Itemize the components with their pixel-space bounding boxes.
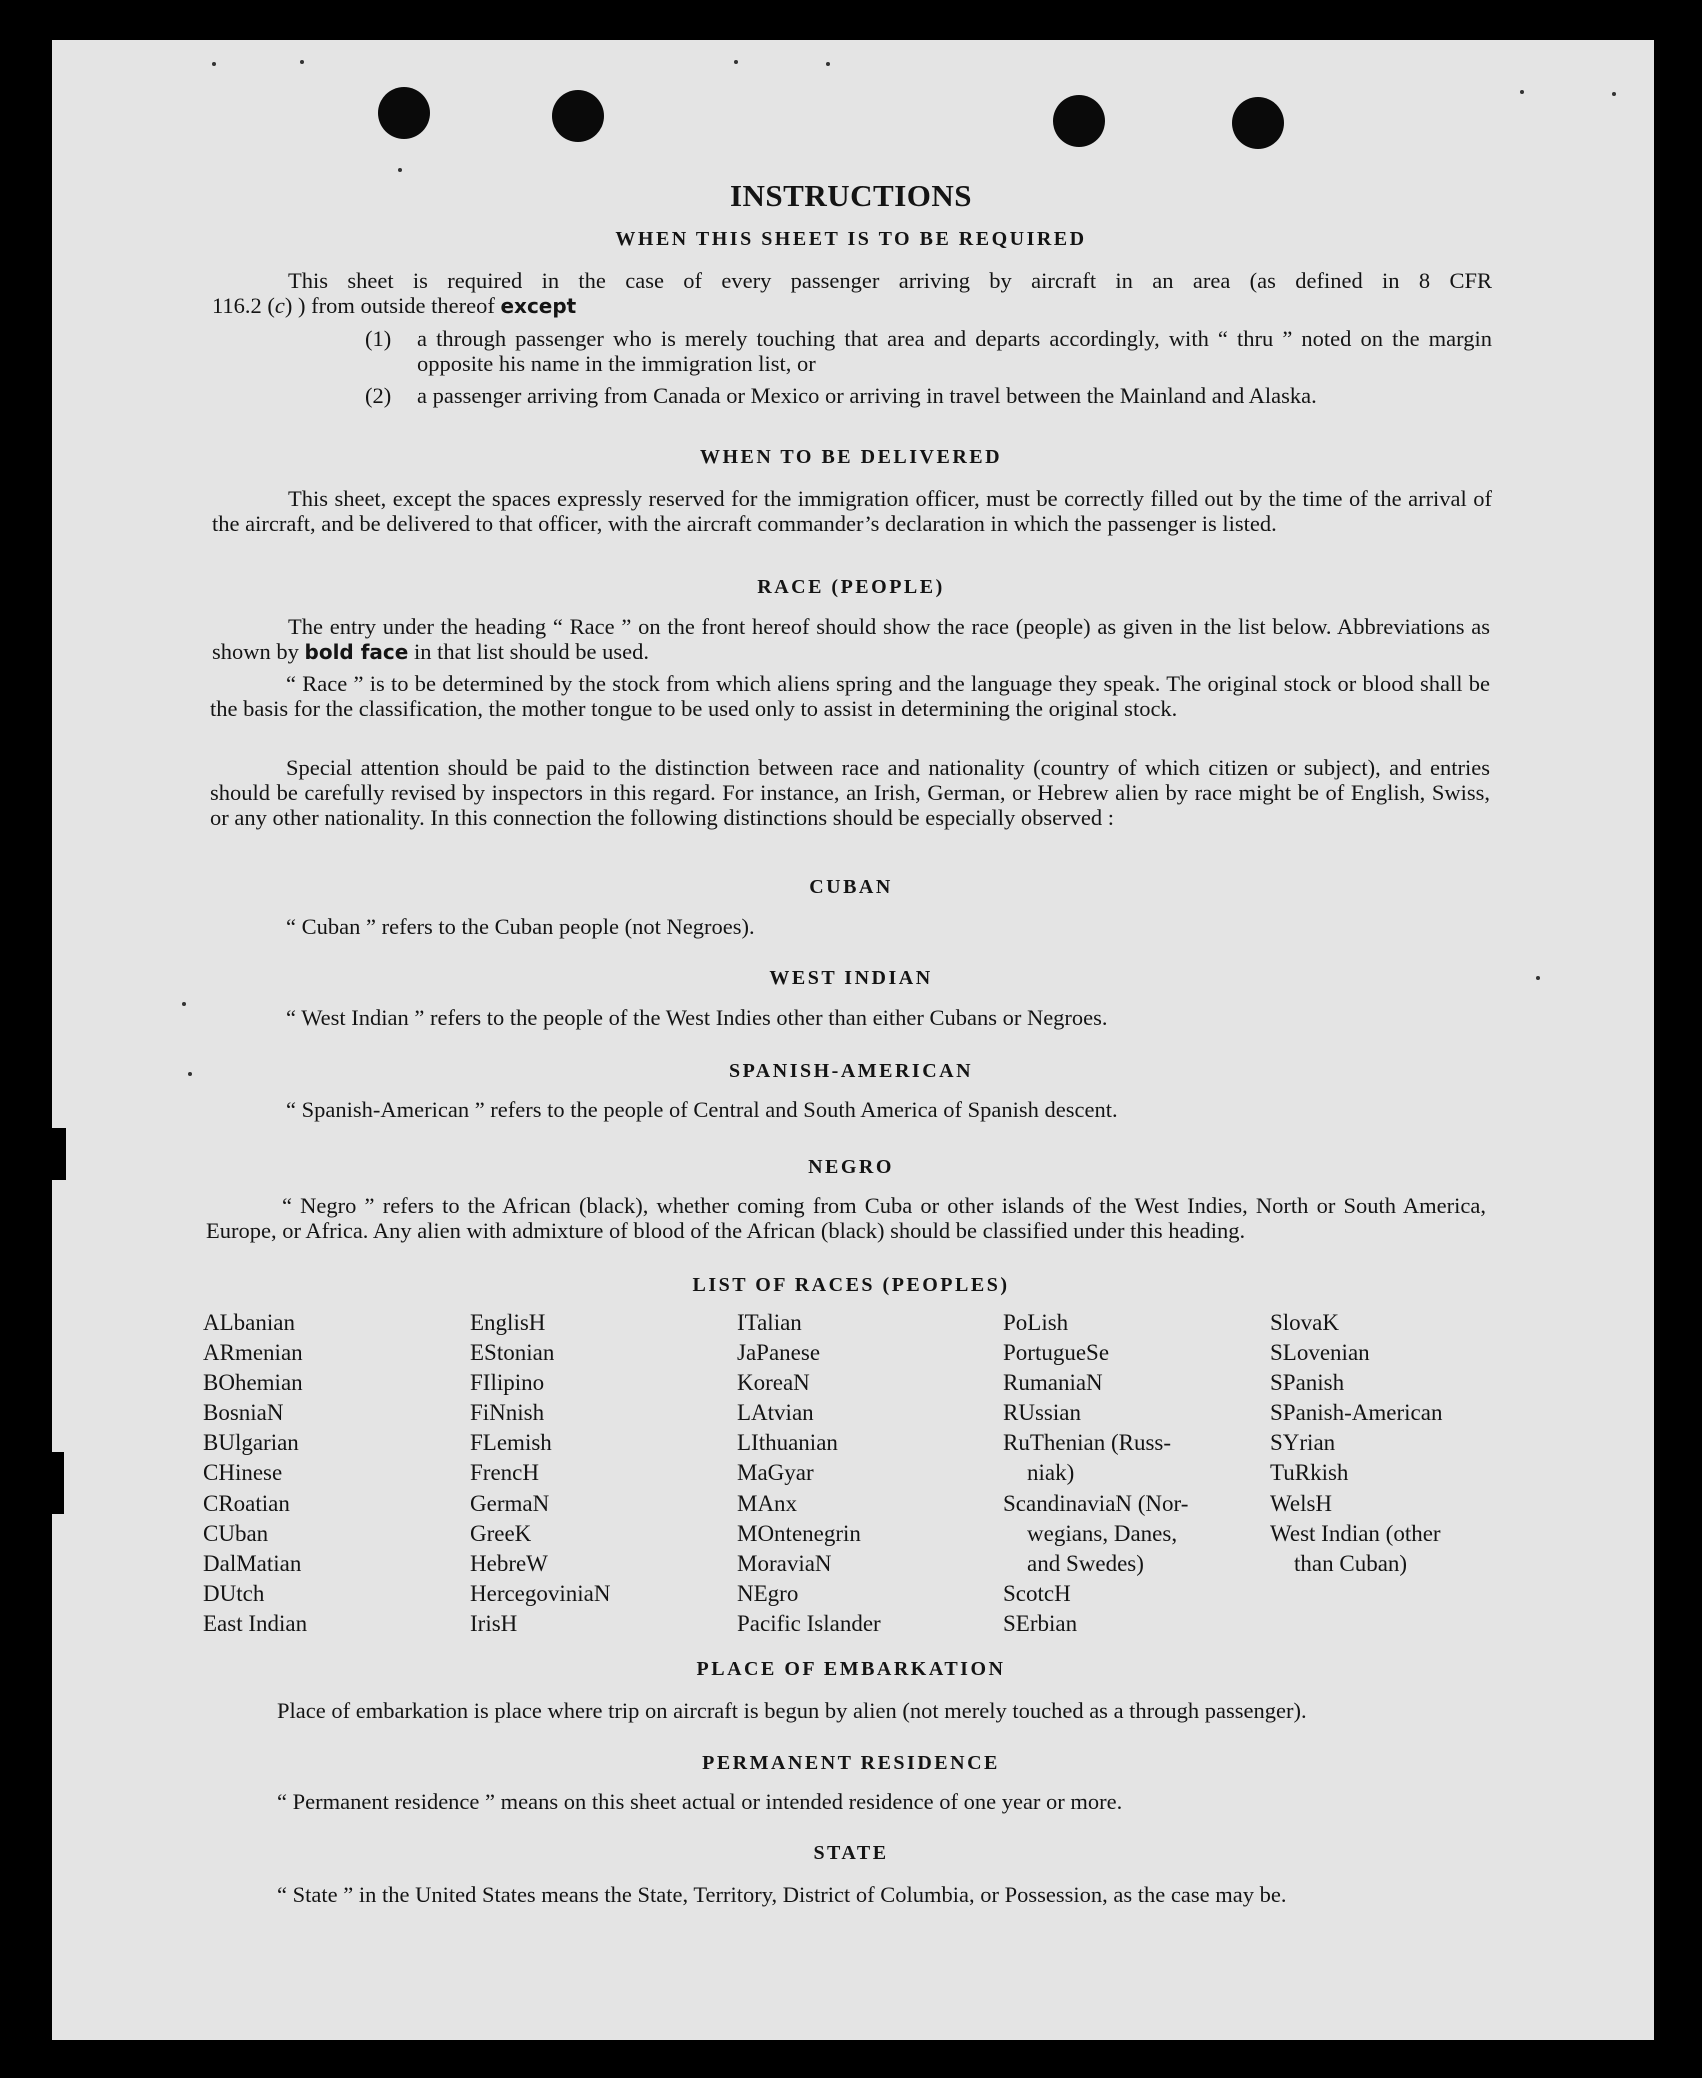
race-entry: HercegoviniaN xyxy=(470,1580,611,1606)
race-entry: MOntenegrin xyxy=(737,1520,861,1546)
punch-hole xyxy=(1232,97,1284,149)
paragraph-state xyxy=(201,1879,1484,1911)
race-entry: RuThenian (Russ- xyxy=(1003,1430,1172,1456)
paragraph-permanent-residence xyxy=(201,1789,1484,1814)
embarkation-text: Place of embarkation is place where trip on aircraft is begun by alien (not merely touched as a through passenger). xyxy=(277,1698,1307,1723)
race-entry: WelsH xyxy=(1270,1490,1333,1516)
race-entry: ALbanian xyxy=(203,1310,295,1335)
race-entry: EnglisH xyxy=(470,1310,546,1335)
race-entry: RUssian xyxy=(1003,1400,1081,1426)
race-entry: RumaniaN xyxy=(1003,1370,1103,1396)
speck-mark xyxy=(1612,92,1616,96)
exception-item-1 xyxy=(365,326,1492,378)
race-entry: ARmenian xyxy=(203,1340,303,1366)
paragraph-spanish-american xyxy=(210,1097,1490,1122)
speck-mark xyxy=(300,60,304,64)
race-entry: GermaN xyxy=(470,1490,550,1516)
race-entry: MoraviaN xyxy=(737,1550,832,1576)
speck-mark xyxy=(212,62,216,66)
race-entry: West Indian (other xyxy=(1270,1520,1441,1546)
race-entry: BUlgarian xyxy=(203,1430,299,1456)
race-entry: IrisH xyxy=(470,1610,518,1636)
race-entry: SPanish xyxy=(1270,1370,1345,1396)
paragraph-when-required xyxy=(212,268,1492,319)
bold-face-text: bold face xyxy=(304,640,409,664)
west-indian-text: “ West Indian ” refers to the people of the West Indies other than either Cubans or Negroes. xyxy=(286,1005,1108,1030)
residence-text: “ Permanent residence ” means on this sheet actual or intended residence of one year or more. xyxy=(277,1789,1123,1814)
race-entry: wegians, Danes, xyxy=(1027,1520,1178,1546)
race-entry: FIlipino xyxy=(470,1370,545,1396)
race-entry: MaGyar xyxy=(737,1460,814,1486)
race-entry: KoreaN xyxy=(737,1370,810,1396)
item-number: (2) xyxy=(365,383,392,408)
negro-text: “ Negro ” refers to the African (black), whether coming from Cuba or other islands of the West Indies, North or South America, Europe, or Africa. Any alien with admixture of blood of the African (black) should be classified under this heading. xyxy=(206,1193,1486,1243)
except-bold: except xyxy=(500,294,577,318)
race-p1a: The entry under the heading “ Race ” on the front hereof should show the race (people) as given in the list below. Abbreviations as shown by xyxy=(212,614,1490,664)
race-entry: DalMatian xyxy=(203,1550,302,1576)
race-entry: PoLish xyxy=(1003,1310,1069,1335)
race-entry: CHinese xyxy=(203,1460,283,1486)
race-entry: EStonian xyxy=(470,1340,555,1366)
race-entry: East Indian xyxy=(203,1610,308,1636)
race-p1b: in that list should be used. xyxy=(413,639,649,664)
race-entry: ScandinaviaN (Nor- xyxy=(1003,1490,1189,1516)
race-entry: DUtch xyxy=(203,1580,265,1606)
item-text: a passenger arriving from Canada or Mexico or arriving in travel between the Mainland and Alaska. xyxy=(417,383,1317,408)
heading-when-required: WHEN THIS SHEET IS TO BE REQUIRED xyxy=(615,228,1087,250)
race-column-4 xyxy=(1003,1308,1188,1639)
item-number: (1) xyxy=(365,326,392,351)
race-column-1 xyxy=(203,1308,307,1639)
race-entry: ITalian xyxy=(737,1310,802,1335)
race-entry: SPanish-American xyxy=(1270,1400,1443,1426)
punch-hole xyxy=(1053,95,1105,147)
punch-hole xyxy=(552,90,604,142)
heading-list-of-races: LIST OF RACES (PEOPLES) xyxy=(692,1274,1010,1296)
race-entry: PortugueSe xyxy=(1003,1340,1110,1366)
paragraph-embarkation xyxy=(201,1695,1484,1727)
page-title: INSTRUCTIONS xyxy=(729,178,972,213)
heading-negro: NEGRO xyxy=(808,1156,894,1178)
paragraph-race-2 xyxy=(210,671,1490,721)
race-entry: GreeK xyxy=(470,1520,532,1546)
race-entry: NEgro xyxy=(737,1580,799,1606)
race-column-3 xyxy=(737,1308,881,1639)
race-p3: Special attention should be paid to the distinction between race and nationality (country of which citizen or subject), and entries should be carefully revised by inspectors in this regard. For instance, an Irish, German, or Hebrew alien by race might be of English, Swiss, or any other nationality. In this connection the following distinctions should be especially observed : xyxy=(210,755,1490,830)
race-entry: ScotcH xyxy=(1003,1580,1071,1606)
when-required-line1: This sheet is required in the case of every passenger arriving by aircraft in an area (as defined in 8 CFR xyxy=(288,268,1492,293)
paragraph-cuban xyxy=(210,914,1490,939)
when-required-line2c: c xyxy=(274,293,285,318)
heading-state: STATE xyxy=(813,1842,889,1864)
punch-hole xyxy=(378,87,430,139)
race-entry: than Cuban) xyxy=(1294,1550,1408,1576)
heading-spanish-american: SPANISH-AMERICAN xyxy=(728,1060,974,1082)
speck-mark xyxy=(734,60,738,64)
race-entry: and Swedes) xyxy=(1027,1550,1144,1576)
heading-when-delivered: WHEN TO BE DELIVERED xyxy=(699,446,1003,468)
race-entry: SErbian xyxy=(1003,1610,1078,1636)
heading-cuban: CUBAN xyxy=(809,876,893,898)
race-entry: Pacific Islander xyxy=(737,1610,881,1636)
race-entry: BosniaN xyxy=(203,1400,284,1426)
race-entry: niak) xyxy=(1027,1460,1075,1486)
race-entry: TuRkish xyxy=(1270,1460,1349,1486)
race-entry: CRoatian xyxy=(203,1490,290,1516)
race-entry: SYrian xyxy=(1270,1430,1336,1456)
race-entry: JaPanese xyxy=(737,1340,821,1366)
race-p2: “ Race ” is to be determined by the stock from which aliens spring and the language they speak. The original stock or blood shall be the basis for the classification, the mother tongue to be used only to assist in determining the original stock. xyxy=(210,671,1490,721)
heading-permanent-residence: PERMANENT RESIDENCE xyxy=(702,1752,1000,1774)
speck-mark xyxy=(826,62,830,66)
paragraph-when-delivered xyxy=(212,486,1492,536)
race-entry: HebreW xyxy=(470,1550,548,1576)
when-delivered-text: This sheet, except the spaces expressly reserved for the immigration officer, must be correctly filled out by the time of the arrival of the aircraft, and be delivered to that officer, with the aircraft commander’s declaration in which the passenger is listed. xyxy=(212,486,1492,536)
race-entry: LIthuanian xyxy=(737,1430,838,1456)
race-column-5 xyxy=(1270,1308,1442,1579)
paragraph-race-1 xyxy=(212,614,1490,665)
cuban-text: “ Cuban ” refers to the Cuban people (not Negroes). xyxy=(286,914,755,939)
item-text: a through passenger who is merely touching that area and departs accordingly, with “ thru ” noted on the margin opposite his name in the immigration list, or xyxy=(417,326,1492,376)
speck-mark xyxy=(182,1002,186,1006)
heading-race: RACE (PEOPLE) xyxy=(757,576,945,598)
state-text: “ State ” in the United States means the State, Territory, District of Columbia, or Possession, as the case may be. xyxy=(277,1882,1287,1907)
when-required-line2b: ) ) from outside thereof xyxy=(284,293,495,318)
page-notch xyxy=(46,1452,64,1514)
race-entry: SlovaK xyxy=(1270,1310,1339,1335)
race-entry: MAnx xyxy=(737,1490,798,1516)
heading-west-indian: WEST INDIAN xyxy=(769,967,933,989)
heading-embarkation: PLACE OF EMBARKATION xyxy=(696,1658,1006,1680)
paragraph-negro xyxy=(206,1193,1486,1243)
paragraph-race-3 xyxy=(210,755,1490,830)
race-entry: FrencH xyxy=(470,1460,539,1486)
race-entry: FLemish xyxy=(470,1430,552,1456)
spanish-american-text: “ Spanish-American ” refers to the people of Central and South America of Spanish descent. xyxy=(286,1097,1118,1122)
race-entry: CUban xyxy=(203,1520,269,1546)
speck-mark xyxy=(398,168,402,172)
race-column-2 xyxy=(470,1308,611,1639)
race-entry: FiNnish xyxy=(470,1400,545,1426)
exception-item-2 xyxy=(365,383,1492,435)
race-entry: SLovenian xyxy=(1270,1340,1370,1366)
paragraph-west-indian xyxy=(210,1005,1490,1030)
race-entry: LAtvian xyxy=(737,1400,814,1426)
race-entry: BOhemian xyxy=(203,1370,303,1396)
when-required-line2a: 116.2 ( xyxy=(212,293,275,318)
speck-mark xyxy=(1520,90,1524,94)
